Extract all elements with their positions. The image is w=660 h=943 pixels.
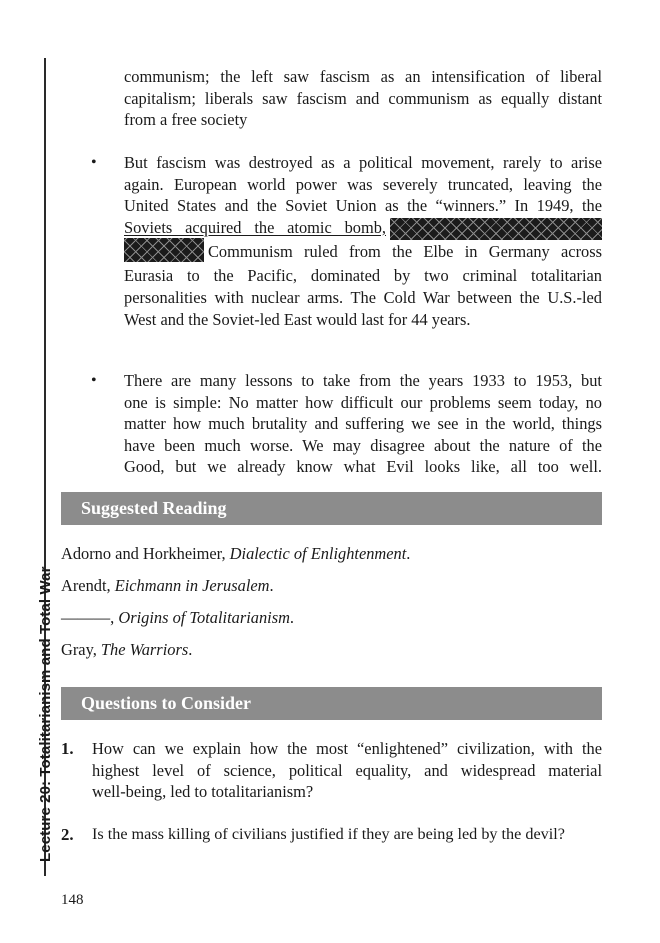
reading-author: ———, — [61, 608, 119, 627]
question-text — [92, 738, 602, 803]
text-line: have been much worse. We may disagree about the nature of the — [124, 435, 602, 455]
reading-item — [61, 639, 192, 661]
reading-end: . — [289, 608, 295, 627]
question-number: 2. — [61, 825, 74, 844]
reading-end: . — [188, 640, 193, 659]
bullet-paragraph-2 — [124, 370, 602, 478]
question-number: 1. — [61, 739, 74, 758]
text-line: How can we explain how the most “enlightened” civilization, with the — [92, 739, 602, 758]
reading-item — [61, 575, 274, 597]
reading-title: Origins of Totalitarianism — [118, 608, 290, 627]
reading-title: Eichmann in Jerusalem — [114, 576, 270, 595]
reading-item — [61, 607, 294, 629]
suggested-reading-heading: Suggested Reading — [61, 492, 602, 525]
questions-heading: Questions to Consider — [61, 687, 602, 720]
text-line: United States and the Soviet Union as the “winners.” In 1949, the — [124, 196, 602, 216]
text-line: personalities with nuclear arms. The Cold War between the U.S.-led — [124, 287, 602, 307]
bullet-marker: • — [91, 372, 97, 389]
text-line: Is the mass killing of civilians justified if they are being led by the devil? — [92, 825, 565, 843]
text-fragment: Communism ruled from the Elbe in Germany across — [208, 242, 602, 262]
reading-end: . — [269, 576, 274, 595]
text-line: West and the Soviet-led East would last for 44 years. — [124, 309, 471, 329]
text-line: well-being, led to totalitarianism? — [92, 782, 314, 802]
text-line: from a free society — [124, 110, 248, 130]
redacted-line — [124, 217, 602, 239]
reading-item — [61, 543, 410, 565]
text-line: highest level of science, political equality, and widespread material — [92, 760, 602, 780]
question-text — [92, 824, 602, 846]
text-line: But fascism was destroyed as a political movement, rarely to arise — [124, 153, 602, 172]
redacted-line — [124, 238, 602, 265]
text-line: communism; the left saw fascism as an intensification of liberal — [124, 67, 602, 86]
text-line: again. European world power was severely truncated, leaving the — [124, 174, 602, 194]
page-number: 148 — [61, 892, 84, 908]
text-line: Eurasia to the Pacific, dominated by two criminal totalitarian — [124, 266, 602, 286]
reading-title: The Warriors — [100, 640, 189, 659]
bullet-marker: • — [91, 154, 97, 171]
reading-end: . — [406, 544, 411, 563]
text-line: one is simple: No matter how difficult our problems seem today, no — [124, 392, 602, 412]
reading-title: Dialectic of Enlightenment — [229, 544, 407, 563]
text-line: capitalism; liberals saw fascism and communism as equally distant — [124, 88, 602, 108]
text-line: Good, but we already know what Evil looks like, all too well. — [124, 457, 602, 477]
reading-author: Adorno and Horkheimer, — [61, 544, 230, 563]
text-fragment: Soviets acquired the atomic bomb, — [124, 217, 386, 237]
continuation-paragraph — [124, 66, 602, 131]
text-line: matter how much brutality and suffering we see in the world, things — [124, 414, 602, 434]
redaction-block — [124, 238, 204, 262]
lecture-side-label: Lecture 20: Totalitarianism and Total War — [37, 566, 54, 862]
text-line: There are many lessons to take from the years 1933 to 1953, but — [124, 371, 602, 390]
redaction-block — [390, 218, 602, 240]
reading-author: Arendt, — [61, 576, 115, 595]
bullet-paragraph-1 — [124, 152, 602, 330]
reading-author: Gray, — [61, 640, 101, 659]
